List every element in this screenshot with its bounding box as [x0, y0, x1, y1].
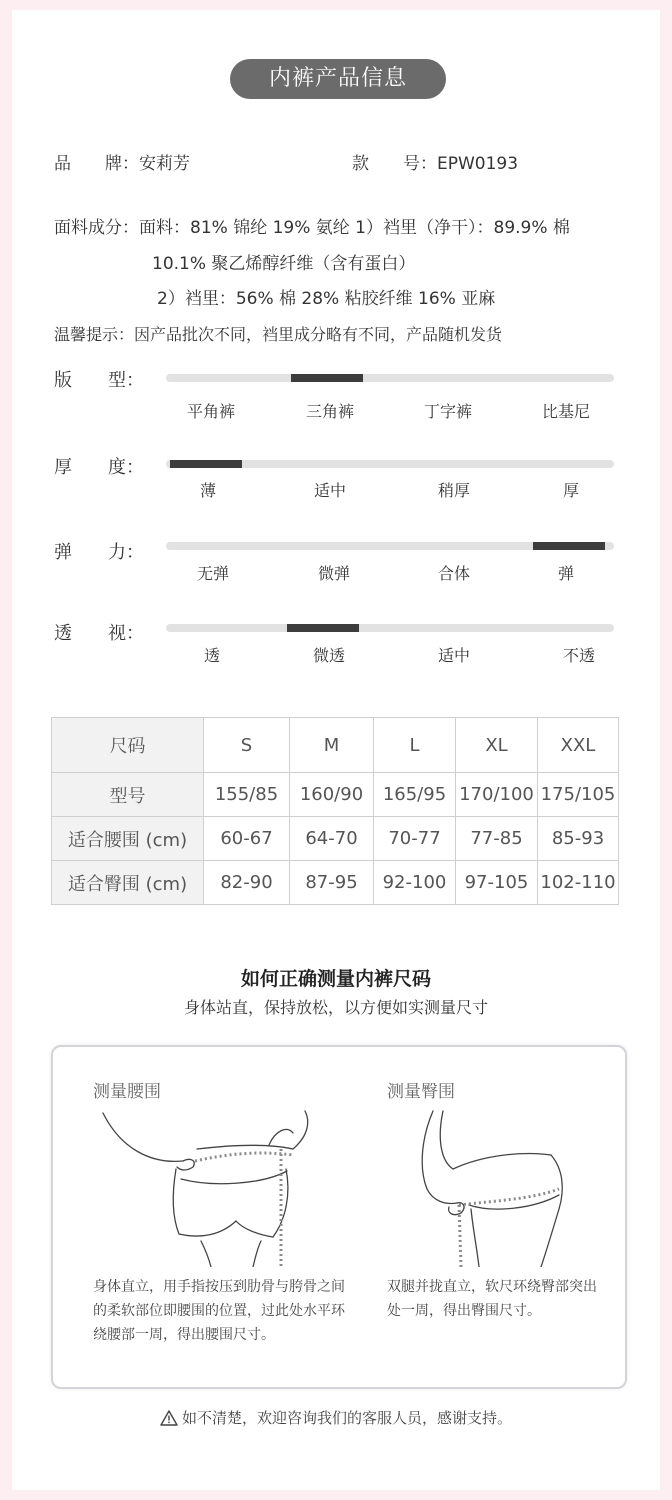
fabric-line-1: 面料成分：面料：81% 锦纶 19% 氨纶 1）裆里（净干）：89.9% 棉 — [54, 218, 570, 238]
attr-option: 合体 — [437, 564, 470, 583]
attr-option: 丁字裤 — [423, 402, 472, 421]
table-cell: 适合臀围 (cm) — [52, 861, 204, 905]
table-cell: 适合腰围 (cm) — [52, 817, 204, 861]
attr-track-elasticity — [166, 542, 614, 550]
table-header-cell: XL — [456, 718, 538, 773]
table-cell: 175/105 — [538, 773, 619, 817]
attr-track-sheerness — [166, 624, 614, 632]
attr-option: 厚 — [562, 481, 579, 500]
section-title-pill: 内裤产品信息 — [230, 59, 446, 99]
table-header-cell: L — [374, 718, 456, 773]
attr-indicator-style — [291, 374, 363, 382]
fabric-line-2: 10.1% 聚乙烯醇纤维（含有蛋白） — [152, 254, 416, 274]
table-header-cell: S — [204, 718, 290, 773]
footer-note — [12, 1407, 660, 1428]
brand-text: 品 牌：安莉芳 — [54, 154, 190, 174]
table-cell: 92-100 — [374, 861, 456, 905]
table-cell: 82-90 — [204, 861, 290, 905]
table-cell: 85-93 — [538, 817, 619, 861]
table-cell: 160/90 — [290, 773, 374, 817]
table-cell: 170/100 — [456, 773, 538, 817]
table-header-cell: 尺码 — [52, 718, 204, 773]
attr-label-style: 版 型： — [54, 370, 144, 391]
waist-description: 身体直立，用手指按压到肋骨与胯骨之间的柔软部位即腰围的位置，过此处水平环绕腰部一周，得出腰围尺寸。 — [93, 1279, 345, 1343]
attr-option: 比基尼 — [541, 402, 590, 421]
table-cell: 87-95 — [290, 861, 374, 905]
attr-option: 三角裤 — [305, 402, 354, 421]
attr-track-thickness — [166, 460, 614, 468]
waist-measure-illustration — [101, 1109, 316, 1267]
table-row — [52, 773, 619, 817]
attr-label-sheerness: 透 视： — [54, 623, 144, 644]
measure-heading: 如何正确测量内裤尺码 — [240, 968, 431, 990]
attr-indicator-elasticity — [533, 542, 605, 550]
footer-note-text: 如不清楚，欢迎咨询我们的客服人员，感谢支持。 — [181, 1409, 512, 1427]
attr-option: 薄 — [199, 481, 216, 500]
attr-option: 微弹 — [317, 564, 350, 583]
measure-subheading: 身体站直，保持放松，以方便如实测量尺寸 — [183, 998, 488, 1017]
table-cell: 102-110 — [538, 861, 619, 905]
table-cell: 165/95 — [374, 773, 456, 817]
attr-option: 透 — [203, 646, 220, 665]
hip-description: 双腿并拢直立，软尺环绕臀部突出处一周，得出臀围尺寸。 — [387, 1279, 597, 1319]
table-header-cell: XXL — [538, 718, 619, 773]
attr-option: 适中 — [437, 646, 470, 665]
table-cell: 77-85 — [456, 817, 538, 861]
attr-indicator-sheerness — [287, 624, 359, 632]
hip-measure-illustration — [413, 1109, 583, 1267]
size-table — [51, 717, 619, 905]
table-row — [52, 861, 619, 905]
tip-text: 温馨提示：因产品批次不同，裆里成分略有不同，产品随机发货 — [54, 325, 503, 344]
measure-guide-box — [51, 1045, 627, 1389]
product-info-page — [12, 10, 660, 1490]
attr-option: 稍厚 — [437, 481, 470, 500]
fabric-line-3: 2）裆里：56% 棉 28% 粘胶纤维 16% 亚麻 — [157, 289, 496, 309]
warning-icon — [160, 1410, 178, 1426]
table-cell: 70-77 — [374, 817, 456, 861]
attr-option: 微透 — [312, 646, 345, 665]
attr-option: 无弹 — [196, 564, 229, 583]
model-number-text: 款 号：EPW0193 — [352, 154, 519, 174]
table-header-cell: M — [290, 718, 374, 773]
table-cell: 型号 — [52, 773, 204, 817]
table-cell: 155/85 — [204, 773, 290, 817]
attr-option: 不透 — [562, 646, 595, 665]
waist-title: 测量腰围 — [93, 1082, 161, 1102]
table-cell: 97-105 — [456, 861, 538, 905]
attr-option: 弹 — [557, 564, 574, 583]
size-table-header-row — [52, 718, 619, 773]
table-cell: 64-70 — [290, 817, 374, 861]
attr-indicator-thickness — [170, 460, 242, 468]
attr-option: 平角裤 — [186, 402, 235, 421]
attr-label-elasticity: 弹 力： — [54, 542, 144, 563]
attr-track-style — [166, 374, 614, 382]
table-cell: 60-67 — [204, 817, 290, 861]
attr-option: 适中 — [313, 481, 346, 500]
table-row — [52, 817, 619, 861]
attr-label-thickness: 厚 度： — [54, 457, 144, 478]
hip-title: 测量臀围 — [387, 1082, 455, 1102]
